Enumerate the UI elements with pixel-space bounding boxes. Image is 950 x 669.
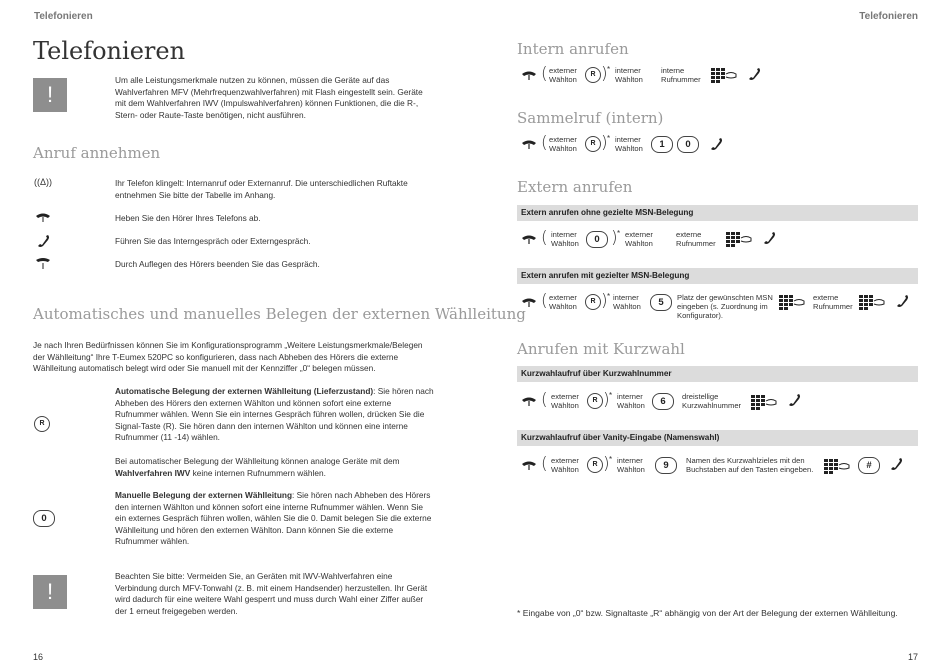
section-heading-belegen: Automatisches und manuelles Belegen der externen Wählleitung [33, 305, 526, 323]
line: externer [549, 135, 577, 144]
intern-sequence [517, 65, 757, 87]
dial-tone-label [551, 456, 579, 474]
line: externe [676, 230, 702, 239]
line: interner [617, 456, 643, 465]
line: externer [549, 293, 577, 302]
external-number-label [676, 230, 716, 248]
intro-text: Je nach Ihren Bedürfnissen können Sie im Konfigurationsprogramm „Weitere Leistungsmerkmale/Belegen der Wählleitung“ Ihre T-Eumex 520PC so konfigurieren, dass nach Abheben des Hörers die externe Wählleitung automatisch belegt wird oder Sie manuell mit der Kennziffer „0“ belegen müssen. [33, 340, 423, 374]
handset-lift-icon [520, 395, 538, 407]
line: eingeben (s. Zuordnung im [677, 302, 768, 311]
line: externe [813, 293, 839, 302]
handset-lift-icon [520, 459, 538, 471]
external-tone-label [625, 230, 653, 248]
bracket-open: ( [541, 133, 548, 153]
zero-key-icon: 0 [33, 510, 55, 527]
internal-tone-label [615, 66, 643, 84]
bracket-close: ) [601, 64, 608, 84]
dial-tone-label [549, 293, 577, 311]
line: externer [625, 230, 653, 239]
warning-icon: ! [33, 78, 67, 112]
line: externer [551, 392, 579, 401]
internal-number-label [661, 66, 701, 84]
subheading-bar-vanity: Kurzwahlaufruf über Vanity-Eingabe (Namenswahl) [517, 430, 918, 446]
manual-belegung-body: : Sie hören nach Abheben des Hörers den internen Wählton und können sofort eine interne Rufnummer wählen. Wenn Sie ein externes Gespräch führen wollen, wählen Sie die 0. Damit belegen Sie die externe Wählleitung und hören den externen Wählton. Dann können Sie die externe Rufnummer wählen. [115, 490, 432, 547]
handset-talk-icon [895, 294, 909, 308]
bracket-open: ( [541, 64, 548, 84]
running-header-left: Telefonieren [34, 11, 93, 22]
ringing-icon: ((Δ)) [34, 177, 52, 187]
line: interne [661, 66, 685, 75]
line: Wählton [613, 302, 641, 311]
r-key-icon: R [587, 393, 603, 409]
iwv-note-bold: Wahlverfahren IWV [115, 467, 191, 478]
key-9-icon: 9 [655, 457, 677, 474]
line: dreistellige [682, 392, 719, 401]
extern-mit-msn-sequence [517, 292, 917, 324]
bracket-close: ) [611, 228, 618, 248]
line: Rufnummer [661, 75, 701, 84]
internal-tone-label [613, 293, 641, 311]
footnote-star: * [607, 134, 611, 143]
keypad-icon [711, 68, 737, 84]
handset-talk-icon [889, 457, 903, 471]
line: externer [549, 66, 577, 75]
footnote: * Eingabe von „0“ bzw. Signaltaste „R“ abhängig von der Art der Belegung der externen Wählleitung. [517, 608, 898, 618]
line: Wählton [617, 465, 645, 474]
speed-dial-label [682, 392, 741, 410]
footnote-star: * [617, 229, 621, 238]
line: Wählton [615, 144, 643, 153]
line: Wählton [551, 239, 579, 248]
dial-tone-label [549, 66, 577, 84]
keypad-icon [751, 395, 777, 411]
section-heading-anruf-annehmen: Anruf annehmen [33, 144, 161, 162]
bracket-open: ( [541, 390, 548, 410]
line: Kurzwahlnummer [682, 401, 742, 410]
hash-key-icon: # [858, 457, 880, 474]
line: Wählton [551, 401, 579, 410]
line: interner [613, 293, 639, 302]
handset-lift-icon [34, 211, 52, 223]
footnote-star: * [609, 391, 613, 400]
line: Namen des Kurzwahlzieles mit den [686, 456, 805, 465]
handset-lift-icon [520, 233, 538, 245]
subheading-bar-ohne-msn: Extern anrufen ohne gezielte MSN-Belegung [517, 205, 918, 221]
iwv-note-pre: Bei automatischer Belegung der Wählleitung können analoge Geräte mit dem [115, 456, 400, 466]
r-key-icon: R [587, 457, 603, 473]
line: Rufnummer [813, 302, 853, 311]
bracket-close: ) [603, 390, 610, 410]
step-talk: Führen Sie das Interngespräch oder Externgespräch. [115, 236, 311, 246]
msn-instruction [677, 293, 777, 320]
bracket-close: ) [603, 454, 610, 474]
line: interner [617, 392, 643, 401]
warning-text: Um alle Leistungsmerkmale nutzen zu können, müssen die Geräte auf das Wahlverfahren MFV (Mehrfrequenzwahlverfahren) mit Flash eingestellt sein. Geräte mit dem Wahlverfahren IWV (Impulswahlverfahren) können Funktionen, die die R-, Stern- oder Raute-Taste benötigen, nicht ausführen. [115, 75, 423, 120]
key-1-icon: 1 [651, 136, 673, 153]
auto-belegung-heading: Automatische Belegung der externen Wählleitung (Lieferzustand) [115, 386, 374, 396]
handset-lift-icon [520, 296, 538, 308]
handset-talk-icon [709, 137, 723, 151]
r-key-icon: R [585, 67, 601, 83]
line: Rufnummer [676, 239, 716, 248]
line: Wählton [549, 144, 577, 153]
kurzwahlnummer-sequence [517, 391, 817, 413]
footnote-star: * [607, 65, 611, 74]
page-number-left: 16 [33, 652, 44, 662]
dial-tone-label [551, 392, 579, 410]
internal-tone-label [615, 135, 643, 153]
r-key-icon: R [585, 136, 601, 152]
line: Platz der gewünschten MSN [677, 293, 773, 302]
bracket-open: ( [541, 454, 548, 474]
handset-talk-icon [787, 393, 801, 407]
external-number-label [813, 293, 853, 311]
internal-tone-label [617, 392, 645, 410]
step-hang-up: Durch Auflegen des Hörers beenden Sie das Gespräch. [115, 259, 320, 269]
internal-tone-label [551, 230, 579, 248]
handset-talk-icon [762, 231, 776, 245]
subheading-bar-mit-msn: Extern anrufen mit gezielter MSN-Belegung [517, 268, 918, 284]
sammelruf-sequence [517, 134, 757, 156]
key-0-icon: 0 [677, 136, 699, 153]
page-title: Telefonieren [33, 37, 186, 65]
bracket-open: ( [541, 291, 548, 311]
step-ringing: Ihr Telefon klingelt: Internanruf oder Externanruf. Die unterschiedlichen Ruftakte entnehmen Sie bitte der Tabelle im Anhang. [115, 178, 408, 200]
page-number-right: 17 [907, 652, 918, 662]
line: Wählton [549, 302, 577, 311]
extern-ohne-msn-sequence [517, 229, 777, 251]
line: Wählton [617, 401, 645, 410]
footnote-star: * [609, 455, 613, 464]
internal-tone-label [617, 456, 645, 474]
key-5-icon: 5 [650, 294, 672, 311]
manual-belegung-text [115, 490, 435, 548]
key-0-icon: 0 [586, 231, 608, 248]
running-header-right: Telefonieren [859, 11, 918, 22]
dial-tone-label [549, 135, 577, 153]
iwv-note [115, 456, 435, 479]
vanity-instruction [686, 456, 813, 474]
line: externer [551, 456, 579, 465]
subheading-bar-kurzwahlnummer: Kurzwahlaufruf über Kurzwahlnummer [517, 366, 918, 382]
vanity-sequence [517, 455, 917, 477]
line: Wählton [615, 75, 643, 84]
section-heading-intern: Intern anrufen [517, 40, 629, 58]
handset-lift-icon [520, 69, 538, 81]
bracket-close: ) [601, 291, 608, 311]
handset-talk-icon [747, 67, 761, 81]
warning-text-2: Beachten Sie bitte: Vermeiden Sie, an Geräten mit IWV-Wahlverfahren eine Verbindung durch MFV-Tonwahl (z. B. mit einem Handsender) herzustellen. Ihr Gerät wird dadurch für eine weitere Wahl gesperrt und muss durch Wahl einer Ziffer außer der 1 erneut freigegeben werden. [115, 571, 428, 616]
line: Wählton [625, 239, 653, 248]
auto-belegung-body: : Sie hören nach Abheben des Hörers den externen Wählton und können sofort eine externe Rufnummer wählen. Wenn Sie ein internes Gespräch führen wollen, drücken Sie die Signal-Taste (R). Sie hören dann den internen Wählton und können eine interne Rufnummer (11 -14) wählen. [115, 386, 434, 443]
line: interner [615, 135, 641, 144]
auto-belegung-text [115, 386, 435, 444]
line: Wählton [549, 75, 577, 84]
bracket-open: ( [541, 228, 548, 248]
iwv-note-post: keine internen Rufnummern wählen. [190, 467, 326, 478]
handset-hangup-icon [34, 257, 52, 271]
keypad-icon [779, 295, 805, 311]
line: Buchstaben auf den Tasten eingeben. [686, 465, 814, 474]
keypad-icon [859, 295, 885, 311]
step-lift-handset: Heben Sie den Hörer Ihres Telefons ab. [115, 213, 261, 223]
warning-icon-2: ! [33, 575, 67, 609]
line: Konfigurator). [677, 311, 724, 320]
r-key-icon: R [585, 294, 601, 310]
key-6-icon: 6 [652, 393, 674, 410]
r-key-icon: R [34, 416, 50, 432]
bracket-close: ) [601, 133, 608, 153]
line: interner [615, 66, 641, 75]
line: interner [551, 230, 577, 239]
handset-lift-icon [520, 138, 538, 150]
section-heading-sammelruf: Sammelruf (intern) [517, 109, 664, 127]
footnote-star: * [607, 292, 611, 301]
keypad-icon [824, 459, 850, 475]
manual-belegung-heading: Manuelle Belegung der externen Wählleitung [115, 490, 293, 500]
keypad-icon [726, 232, 752, 248]
section-heading-kurzwahl: Anrufen mit Kurzwahl [517, 340, 685, 358]
handset-talk-icon [36, 234, 50, 248]
section-heading-extern: Extern anrufen [517, 178, 633, 196]
line: Wählton [551, 465, 579, 474]
